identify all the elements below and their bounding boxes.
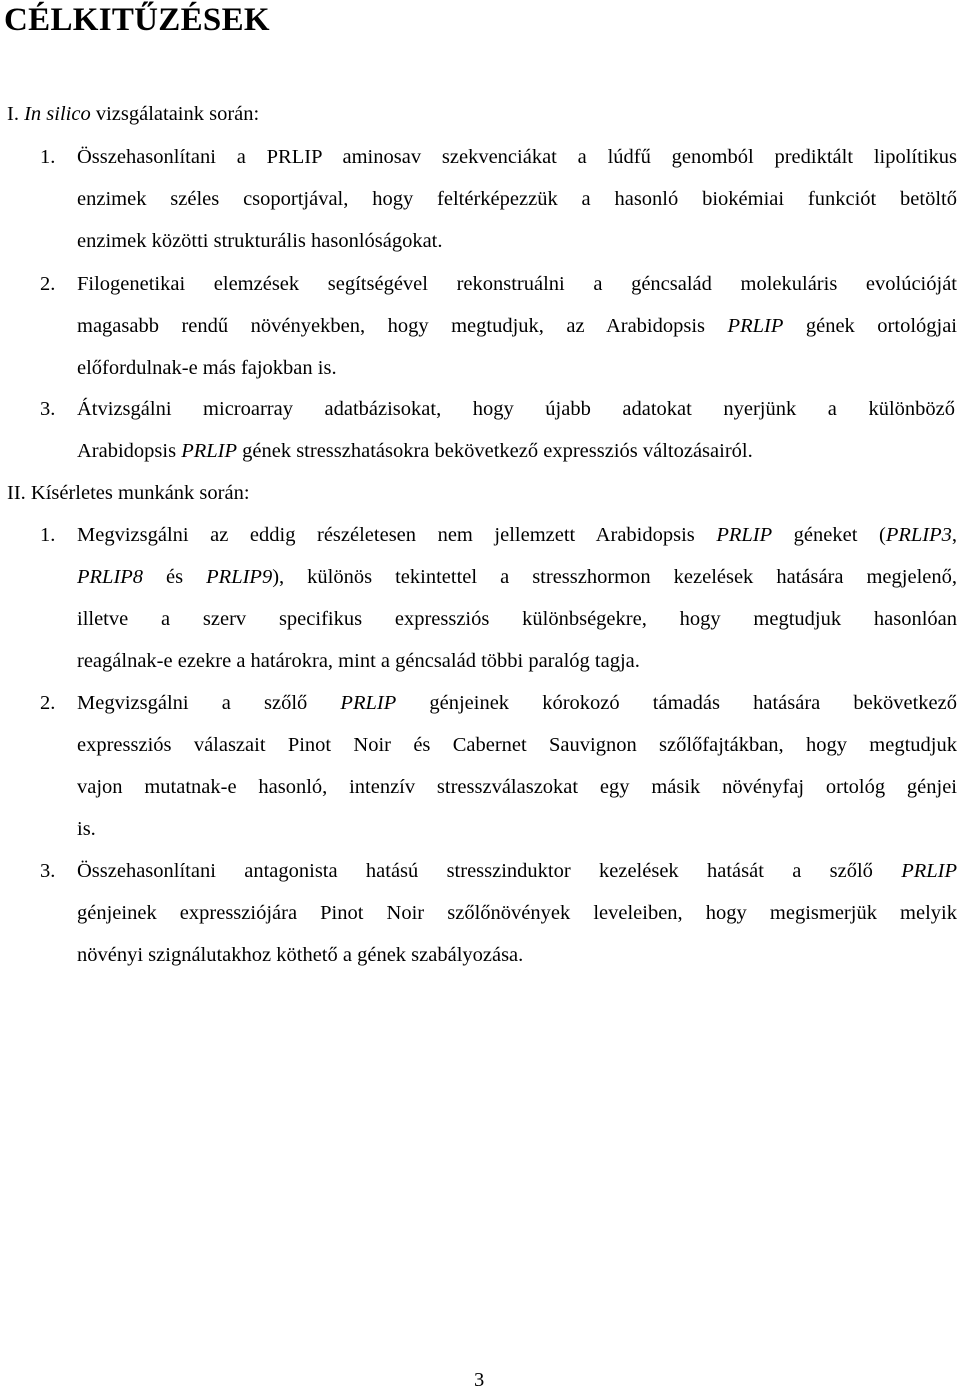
page-title: CÉLKITŰZÉSEK [4, 2, 270, 38]
text-span: ), különös tekintettel a stresszhormon kezelések hatására megjelenő, [272, 566, 957, 588]
text-line [77, 563, 957, 591]
text-line: Összehasonlítani a PRLIP aminosav szekvenciákat a lúdfű genomból prediktált lipolítikus [77, 146, 957, 168]
text-span: és [143, 566, 207, 588]
text-line: reagálnak-e ezekre a határokra, mint a géncsalád többi paralóg tagja. [77, 650, 640, 672]
item-number: 2. [40, 273, 56, 295]
text-line: génjeinek expressziójára Pinot Noir szőlőnövények leveleiben, hogy megismerjük melyik [77, 902, 957, 924]
text-line: is. [77, 818, 96, 840]
text-line [77, 437, 957, 465]
text-line: vajon mutatnak-e hasonló, intenzív stresszválaszokat egy másik növényfaj ortológ génjei [77, 776, 957, 798]
text-span: géneket ( [772, 524, 886, 546]
text-span: gének ortológjai [783, 315, 958, 337]
text-line: növényi szignálutakhoz köthető a gének szabályozása. [77, 944, 524, 966]
item-number: 3. [40, 860, 56, 882]
text-line: enzimek közötti strukturális hasonlóságokat. [77, 230, 443, 252]
text-span: gének stresszhatásokra bekövetkező expressziós változásairól. [237, 440, 753, 462]
text-line: illetve a szerv specifikus expressziós különbségekre, hogy megtudjuk hasonlóan [77, 608, 957, 630]
gene-name: PRLIP [181, 440, 237, 462]
text-line: enzimek széles csoportjával, hogy feltérképezzük a hasonló biokémiai funkciót betöltő [77, 188, 957, 210]
section-heading-rest: vizsgálataink során: [95, 103, 260, 125]
gene-name: PRLIP [340, 692, 397, 714]
text-line: Filogenetikai elemzések segítségével rekonstruálni a géncsalád molekuláris evolúcióját [77, 273, 957, 295]
text-span: Megvizsgálni a szőlő [77, 692, 341, 714]
gene-name: PRLIP [727, 315, 784, 337]
section-heading-in-silico [7, 100, 259, 128]
text-line [77, 312, 957, 340]
text-line [77, 521, 957, 549]
text-span: magasabb rendű növényekben, hogy megtudjuk, az Arabidopsis [77, 315, 728, 337]
text-span: Összehasonlítani antagonista hatású stresszinduktor kezelések hatását a szőlő [77, 860, 902, 882]
text-line: Átvizsgálni microarray adatbázisokat, hogy újabb adatokat nyerjünk a különböző [77, 398, 955, 420]
text-span: génjeinek kórokozó támadás hatására bekövetkező [396, 692, 957, 714]
text-span: , [951, 524, 957, 546]
section-heading-experimental: II. Kísérletes munkánk során: [7, 482, 250, 504]
gene-name: PRLIP [901, 860, 957, 882]
section-numeral: I. [7, 103, 19, 125]
text-line [77, 689, 957, 717]
text-line [77, 857, 957, 885]
text-span: Arabidopsis [77, 440, 182, 462]
item-number: 3. [40, 398, 56, 420]
gene-name: PRLIP8 [77, 566, 144, 588]
item-number: 2. [40, 692, 56, 714]
page-number: 3 [474, 1369, 485, 1391]
item-number: 1. [40, 146, 56, 168]
text-line: expressziós válaszait Pinot Noir és Cabernet Sauvignon szőlőfajtákban, hogy megtudjuk [77, 734, 957, 756]
item-number: 1. [40, 524, 56, 546]
text-line: előfordulnak-e más fajokban is. [77, 357, 337, 379]
gene-name: PRLIP [716, 524, 773, 546]
gene-name: PRLIP9 [206, 566, 273, 588]
section-heading-italic: In silico [24, 103, 91, 125]
gene-name: PRLIP3 [885, 524, 952, 546]
text-span: Megvizsgálni az eddig részéletesen nem jellemzett Arabidopsis [77, 524, 717, 546]
